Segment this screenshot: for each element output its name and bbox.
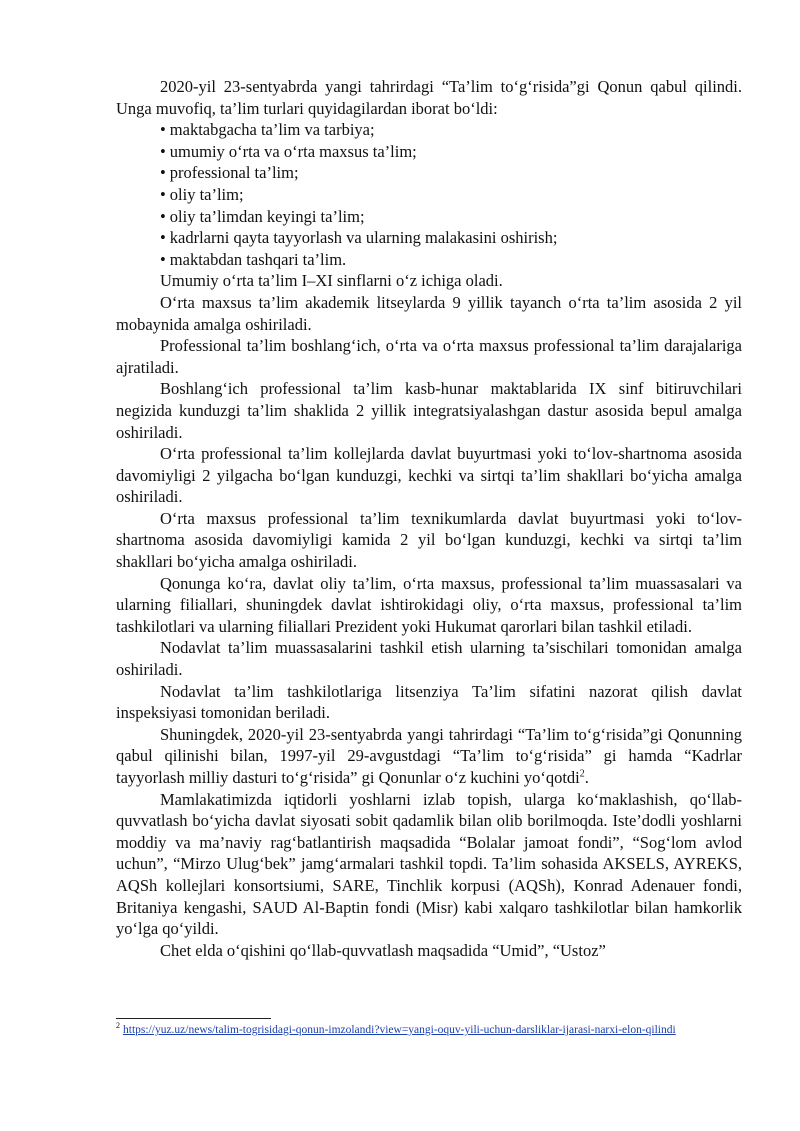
bullet-glyph: • bbox=[160, 249, 166, 269]
footnote-separator bbox=[116, 1018, 271, 1019]
education-types-list bbox=[116, 119, 742, 270]
paragraph-private-license: Nodavlat ta’lim tashkilotlariga litsenziya Ta’lim sifatini nazorat qilish davlat inspeksiyasi tomonidan beriladi. bbox=[116, 681, 742, 723]
bullet-glyph: • bbox=[160, 228, 166, 248]
paragraph-secondary-professional: O‘rta professional ta’lim kollejlarda davlat buyurtmasi yoki to‘lov-shartnoma asosida davomiyligi 2 yilgacha bo‘lgan kunduzgi, kechki va sirtqi ta’lim shakllari bo‘yicha amalga oshiriladi. bbox=[116, 444, 742, 507]
paragraph-repealed-laws: Shuningdek, 2020-yil 23-sentyabrda yangi tahrirdagi “Ta’lim to‘g‘risida”gi Qonunning qabul qilinishi bilan, 1997-yil 29-avgustdagi “Ta’lim to‘g‘risida” gi hamda “Kadrlar tayyorlash milliy dasturi to‘g‘risida” gi Qonunlar o‘z kuchini yo‘qotdi$^2$. bbox=[116, 724, 742, 787]
list-item-text: professional ta’lim; bbox=[169, 163, 299, 183]
paragraph-study-abroad: Chet elda o‘qishini qo‘llab-quvvatlash maqsadida “Umid”, “Ustoz” bbox=[160, 940, 606, 960]
list-item-text: kadrlarni qayta tayyorlash va ularning malakasini oshirish; bbox=[169, 228, 558, 248]
list-item bbox=[160, 184, 742, 206]
list-item bbox=[160, 119, 742, 141]
bullet-glyph: • bbox=[160, 163, 166, 183]
bullet-glyph: • bbox=[160, 120, 166, 140]
list-item-text: maktabgacha ta’lim va tarbiya; bbox=[169, 120, 375, 140]
list-item bbox=[160, 162, 742, 184]
paragraph-talented-youth: Mamlakatimizda iqtidorli yoshlarni izlab topish, ularga ko‘maklashish, qo‘llab-quvvatlash bo‘yicha davlat siyosati sobit qadamlik bilan olib borilmoqda. Iste’dodli yoshlarni moddiy va ma’naviy rag‘batlantirish maqsadida “Bolalar jamoat fondi”, “Sog‘lom avlod uchun”, “Mirzo Ulug‘bek” jamg‘armalari tashkil topdi. Ta’lim sohasida AKSELS, AYREKS, AQSh kollejlari konsortsiumi, SARE, Tinchlik korpusi (AQSh), Konrad Adenauer fondi, Britaniya kengashi, SAUD Al-Baptin fondi (Misr) kabi xalqaro tashkilotlar bilan hamkorlik yo‘lga qo‘yildi. bbox=[116, 789, 742, 939]
paragraph-technical-schools: O‘rta maxsus professional ta’lim texnikumlarda davlat buyurtmasi yoki to‘lov-shartnoma asosida davomiyligi kamida 2 yil bo‘lgan kunduzgi, kechki va sirtqi ta’lim shakllari bo‘yicha amalga oshiriladi. bbox=[116, 508, 742, 572]
footnote bbox=[116, 1022, 742, 1038]
paragraph-secondary-special: O‘rta maxsus ta’lim akademik litseylarda 9 yillik tayanch o‘rta ta’lim asosida 2 yil mobaynida amalga oshiriladi. bbox=[116, 292, 742, 334]
list-item bbox=[160, 206, 742, 228]
paragraph-primary-professional: Boshlang‘ich professional ta’lim kasb-hunar maktablarida IX sinf bitiruvchilari negizida kunduzgi ta’lim shaklida 2 yillik integratsiyalashgan dastur asosida bepul amalga oshiriladi. bbox=[116, 379, 742, 442]
bullet-glyph: • bbox=[160, 184, 166, 204]
footnote-reference[interactable]: 2 bbox=[579, 768, 585, 780]
paragraph-general-secondary: Umumiy o‘rta ta’lim I–XI sinflarni o‘z ichiga oladi. bbox=[160, 271, 503, 291]
paragraph-law-adoption: 2020-yil 23-sentyabrda yangi tahrirdagi “Ta’lim to‘g‘risida”gi Qonun qabul qilindi. Unga muvofiq, ta’lim turlari quyidagilardan iborat bo‘ldi: bbox=[116, 77, 742, 118]
footnote-number: 2 bbox=[116, 1021, 120, 1031]
list-item-text: maktabdan tashqari ta’lim. bbox=[169, 249, 347, 269]
list-item-text: oliy ta’limdan keyingi ta’lim; bbox=[169, 206, 365, 226]
document-body bbox=[116, 76, 742, 961]
list-item bbox=[160, 249, 742, 271]
bullet-glyph: • bbox=[160, 206, 166, 226]
paragraph-state-institutions: Qonunga ko‘ra, davlat oliy ta’lim, o‘rta maxsus, professional ta’lim muassasalari va ularning filiallari, shuningdek davlat ishtirokidagi oliy, o‘rta maxsus, professional ta’lim tashkilotlari va ularning filiallari Prezident yoki Hukumat qarorlari bilan tashkil etiladi. bbox=[116, 573, 742, 636]
list-item bbox=[160, 227, 742, 249]
footnote-link[interactable]: https://yuz.uz/news/talim-togrisidagi-qonun-imzolandi?view=yangi-oquv-yili-uchun-darsliklar-ijarasi-narxi-elon-qilindi bbox=[123, 1024, 676, 1036]
bullet-glyph: • bbox=[160, 141, 166, 161]
paragraph-professional-levels: Professional ta’lim boshlang‘ich, o‘rta va o‘rta maxsus professional ta’lim darajalariga ajratiladi. bbox=[116, 336, 742, 377]
paragraph-private-founding: Nodavlat ta’lim muassasalarini tashkil etish ularning ta’sischilari tomonidan amalga oshiriladi. bbox=[116, 638, 742, 680]
list-item bbox=[160, 141, 742, 163]
list-item-text: oliy ta’lim; bbox=[169, 184, 244, 204]
paragraph-repealed-laws-text: Shuningdek, 2020-yil 23-sentyabrda yangi tahrirdagi “Ta’lim to‘g‘risida”gi Qonunning qabul qilinishi bilan, 1997-yil 29-avgustdagi “Ta’lim to‘g‘risida” gi hamda “Kadrlar tayyorlash milliy dasturi to‘g‘risida” gi Qonunlar o‘z kuchini yo‘qotdi bbox=[116, 724, 742, 787]
list-item-text: umumiy o‘rta va o‘rta maxsus ta’lim; bbox=[169, 141, 417, 161]
